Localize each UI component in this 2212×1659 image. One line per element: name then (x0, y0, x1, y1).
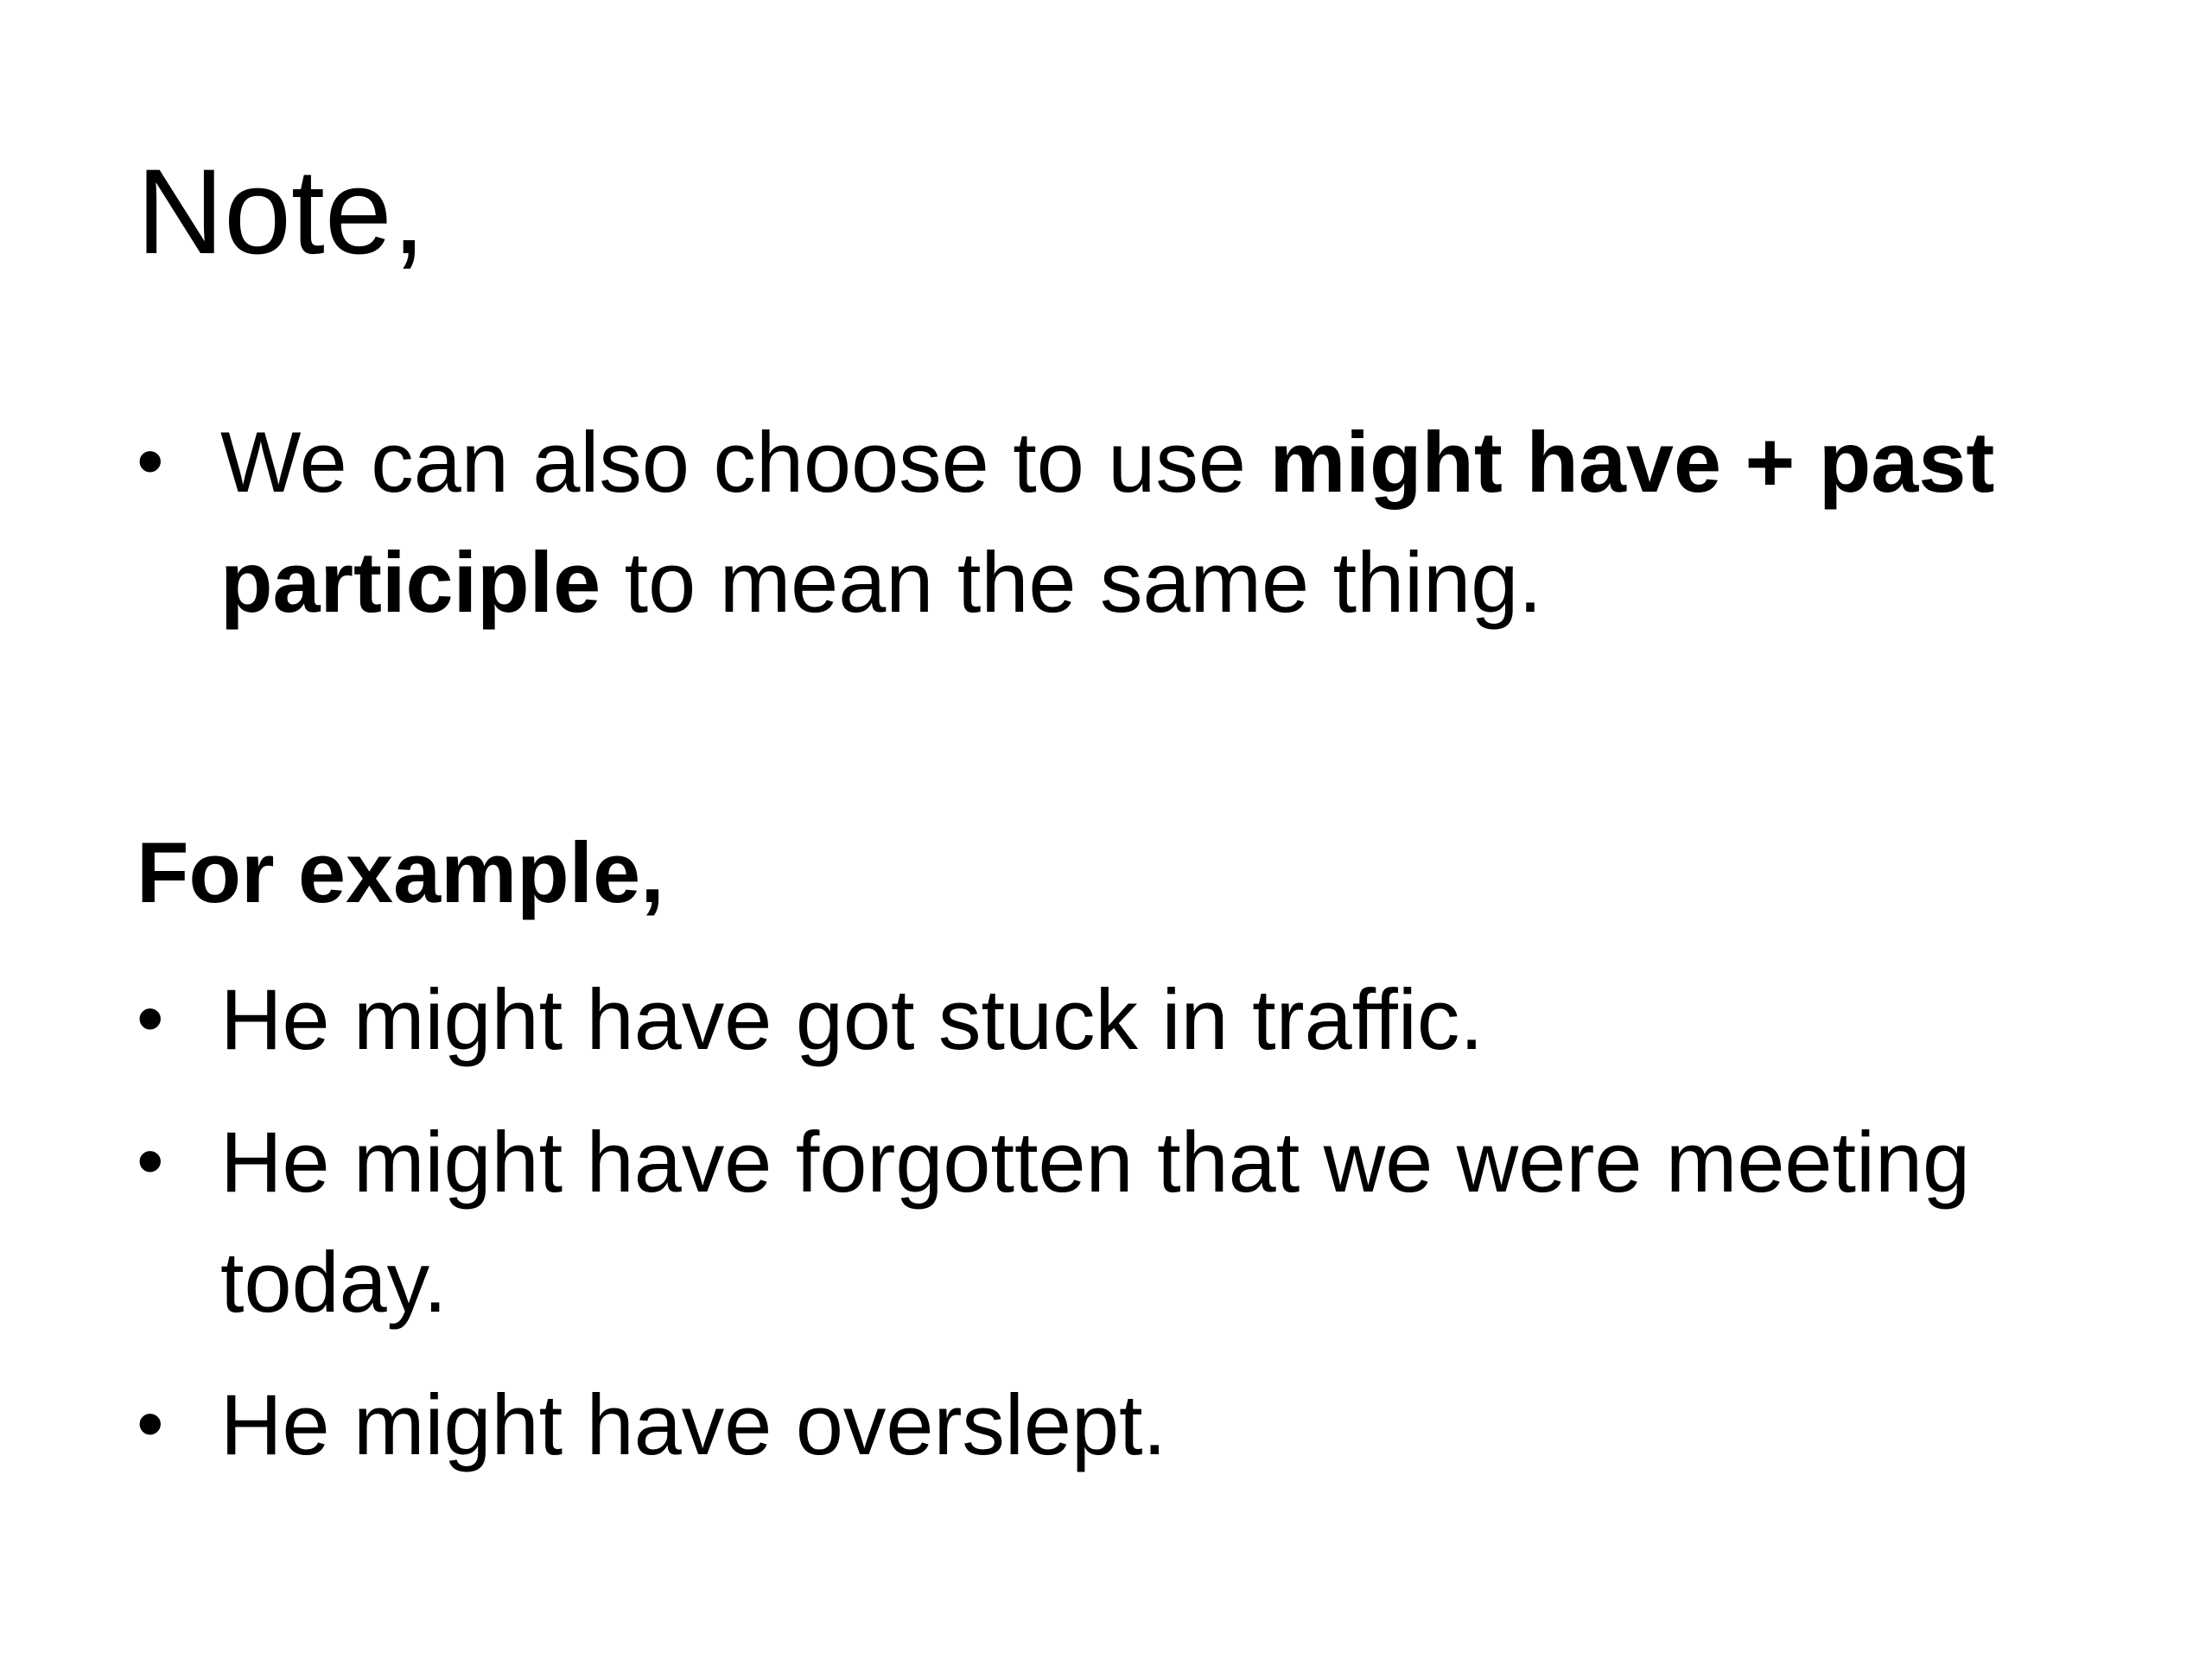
example-text: He might have got stuck in traffic. (220, 971, 1484, 1067)
bullet-icon: • (137, 1118, 164, 1205)
note-text-bold: might have + past participle (220, 414, 1995, 630)
example-text: He might have forgotten that we were meeting today. (220, 1114, 1971, 1330)
note-text-before: We can also choose to use (220, 414, 1270, 510)
bullet-icon: • (137, 976, 164, 1062)
note-bullet-list (137, 402, 2124, 664)
example-bullet (137, 1102, 2124, 1342)
example-heading: For example, (137, 824, 664, 920)
bullet-icon: • (137, 1381, 164, 1467)
slide-title: Note, (137, 143, 426, 279)
example-bullet-list (137, 959, 2124, 1507)
note-bullet (137, 402, 2124, 642)
example-bullet (137, 1364, 2124, 1484)
note-text-after: to mean the same thing. (601, 534, 1542, 630)
bullet-icon: • (137, 418, 164, 505)
example-bullet (137, 959, 2124, 1079)
example-text: He might have overslept. (220, 1376, 1167, 1472)
